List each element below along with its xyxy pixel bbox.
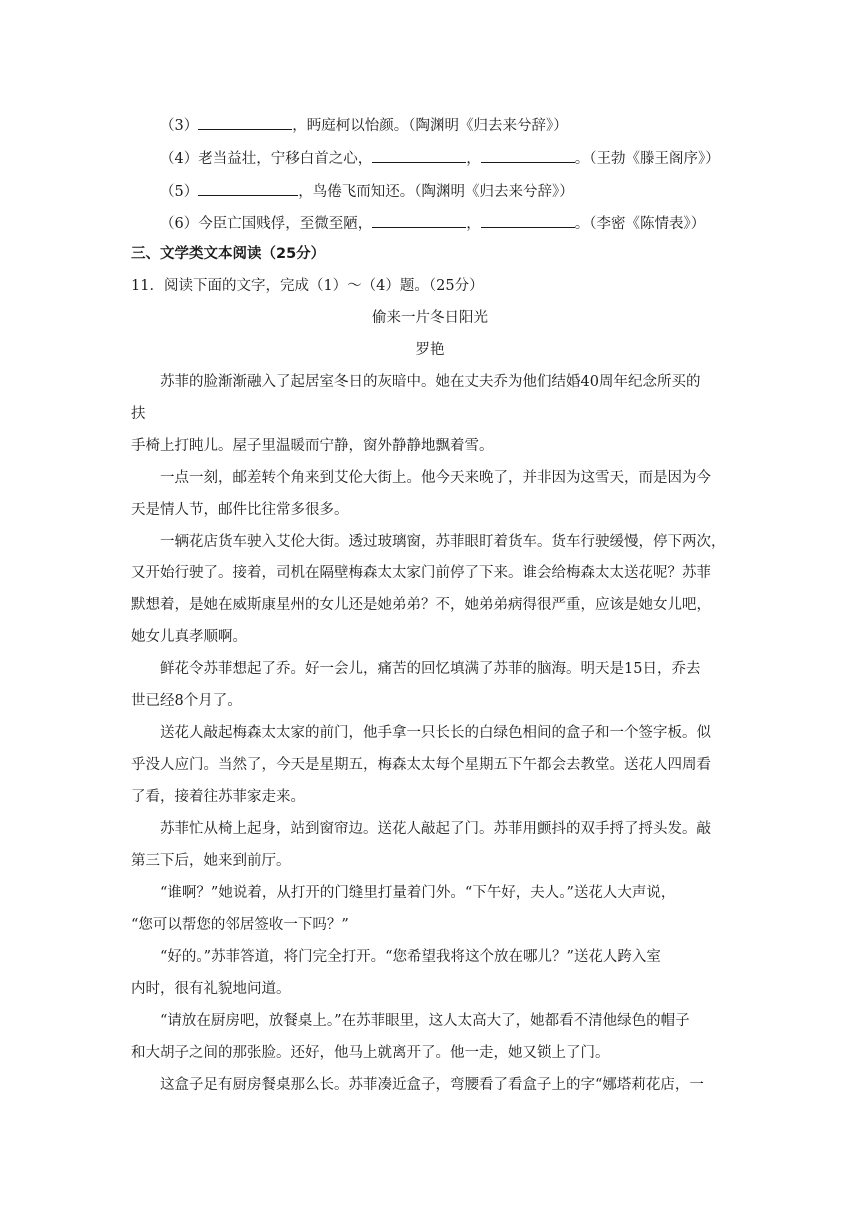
item-number: （3） [160, 118, 199, 134]
story-author: 罗艳 [415, 342, 445, 358]
section-heading: 三、文学类文本阅读（25分） [131, 246, 326, 262]
paragraph-line: 苏菲忙从椅上起身，站到窗帘边。送花人敲起了门。苏菲用颤抖的双手捋了捋头发。敲 [160, 821, 711, 837]
paragraph-line: 了看，接着往苏菲家走来。 [131, 789, 305, 805]
paragraph-line: 送花人敲起梅森太太家的前门，他手拿一只长长的白绿色相间的盒子和一个签字板。似 [160, 725, 711, 741]
item-text: 。（王勃《滕王阁序》） [574, 151, 720, 167]
item-text: ， [466, 216, 481, 232]
paragraph-line: 苏菲的脸渐渐融入了起居室冬日的灰暗中。她在丈夫乔为他们结婚40周年纪念所买的 [160, 374, 701, 390]
paragraph-line: 一点一刻，邮差转个角来到艾伦大街上。他今天来晚了，并非因为这雪天，而是因为今 [160, 470, 711, 486]
fill-blank-item [160, 212, 705, 234]
paragraph-line: 手椅上打盹儿。屋子里温暖而宁静，窗外静静地飘着雪。 [131, 438, 494, 454]
answer-blank[interactable] [372, 212, 466, 228]
answer-blank[interactable] [198, 180, 298, 196]
paragraph-line: 乎没人应门。当然了，今天是星期五，梅森太太每个星期五下午都会去教堂。送花人四周看 [131, 757, 711, 773]
paragraph-line: “好的。”苏菲答道，将门完全打开。“您希望我将这个放在哪儿？”送花人跨入室 [160, 949, 661, 965]
story-title: 偷来一片冬日阳光 [372, 310, 488, 326]
fill-blank-item [160, 147, 720, 169]
paragraph-line: 她女儿真孝顺啊。 [131, 629, 247, 645]
paragraph-line: “请放在厨房吧，放餐桌上。”在苏菲眼里，这人太高大了，她都看不清他绿色的帽子 [160, 1013, 690, 1029]
paragraph-line: 又开始行驶了。接着，司机在隔壁梅森太太家门前停了下来。谁会给梅森太太送花呢？苏菲 [131, 565, 711, 581]
paragraph-line: 这盒子足有厨房餐桌那么长。苏菲凑近盒子，弯腰看了看盒子上的字“娜塔莉花店，一 [160, 1077, 704, 1093]
paragraph-line: 一辆花店货车驶入艾伦大街。透过玻璃窗，苏菲眼盯着货车。货车行驶缓慢，停下两次， [160, 534, 726, 550]
item-number: （5） [160, 184, 199, 200]
fill-blank-item [160, 114, 568, 136]
item-text: ，眄庭柯以怡颜。（陶渊明《归去来兮辞》） [292, 118, 568, 134]
paragraph-line: “您可以帮您的邻居签收一下吗？” [131, 917, 349, 933]
paragraph-line: 和大胡子之间的那张脸。还好，他马上就离开了。他一走，她又锁上了门。 [131, 1045, 610, 1061]
item-text: 今臣亡国贱俘，至微至陋， [198, 216, 373, 232]
item-text: 老当益壮，宁移白首之心， [198, 151, 373, 167]
answer-blank[interactable] [481, 147, 575, 163]
question-prompt: 11．阅读下面的文字，完成（1）～（4）题。（25分） [131, 278, 484, 294]
paragraph-line: 鲜花令苏菲想起了乔。好一会儿，痛苦的回忆填满了苏菲的脑海。明天是15日，乔去 [160, 661, 701, 677]
paragraph-line: 扶 [131, 406, 146, 422]
paragraph-line: 内时，很有礼貌地问道。 [131, 981, 291, 997]
item-text: ， [466, 151, 481, 167]
paragraph-line: 默想着，是她在威斯康星州的女儿还是她弟弟？不，她弟弟病得很严重，应该是她女儿吧， [131, 597, 711, 613]
item-number: （6） [160, 216, 199, 232]
fill-blank-item [160, 180, 574, 202]
answer-blank[interactable] [372, 147, 466, 163]
item-number: （4） [160, 151, 199, 167]
paragraph-line: “谁啊？”她说着，从打开的门缝里打量着门外。“下午好，夫人。”送花人大声说， [160, 885, 676, 901]
item-text: ，鸟倦飞而知还。（陶渊明《归去来兮辞》） [298, 184, 574, 200]
paragraph-line: 世已经8个月了。 [131, 693, 242, 709]
item-text: 。（李密《陈情表》） [574, 216, 706, 232]
answer-blank[interactable] [198, 114, 292, 130]
paragraph-line: 第三下后，她来到前厅。 [131, 853, 291, 869]
paragraph-line: 天是情人节，邮件比往常多很多。 [131, 502, 349, 518]
answer-blank[interactable] [481, 212, 575, 228]
